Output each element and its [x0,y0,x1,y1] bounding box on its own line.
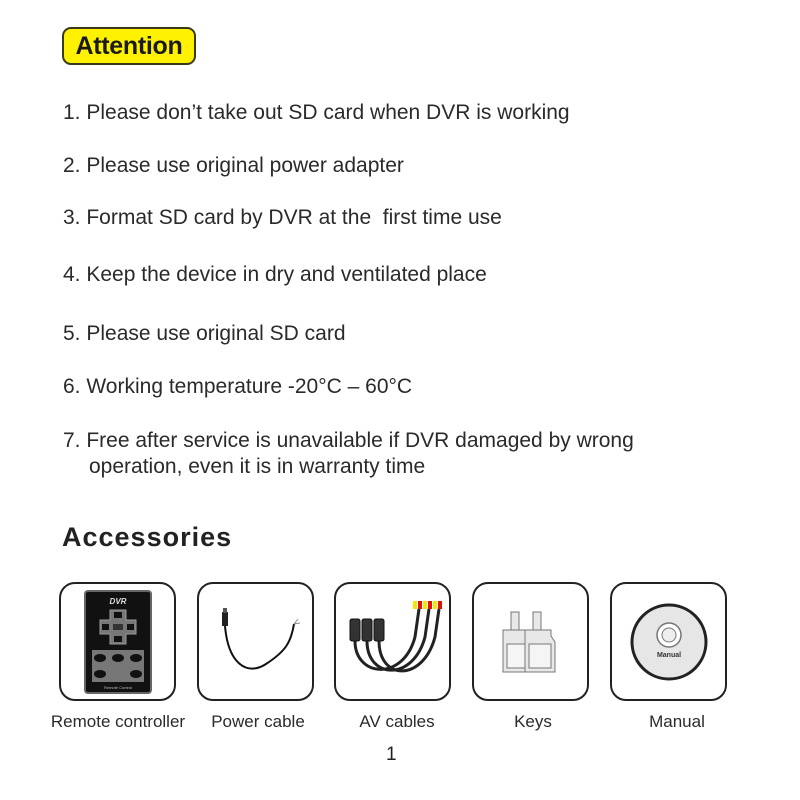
remote-controller-icon [84,590,152,694]
accessory-label-power-cable: Power cable [211,712,305,731]
note-number: 6. [63,375,81,398]
note-number: 3. [63,206,81,229]
svg-text:Remote Control: Remote Control [103,684,132,690]
note-3 [63,205,502,231]
note-text: Please use original power adapter [86,154,404,177]
note-5 [63,321,346,347]
note-text: Format SD card by DVR at the first time use [86,206,502,229]
accessory-manual [610,582,727,701]
accessory-remote-controller [59,582,176,701]
accessory-label-manual: Manual [649,712,705,731]
note-text: Please don’t take out SD card when DVR is working [86,101,570,124]
accessory-label-keys: Keys [514,712,552,731]
svg-text:Manual: Manual [656,651,681,659]
power-cable-icon [206,602,306,682]
note-4 [63,262,487,288]
keys-icon [501,610,561,674]
note-2 [63,153,404,179]
note-number: 4. [63,263,81,286]
note-6 [63,374,412,400]
manual-disc-icon [629,602,709,682]
accessory-keys [472,582,589,701]
note-text: Please use original SD card [86,322,346,345]
accessory-label-remote-controller: Remote controller [50,712,186,731]
note-text: Free after service is unavailable if DVR damaged by wrong [86,429,634,452]
note-number: 1. [63,101,81,124]
accessory-av-cables [334,582,451,701]
note-number: 7. [63,429,81,452]
accessory-power-cable [197,582,314,701]
note-text: Working temperature -20°C – 60°C [86,375,413,398]
page-number: 1 [386,744,397,765]
note-number: 5. [63,322,81,345]
note-number: 2. [63,154,81,177]
attention-badge: Attention [62,27,196,65]
note-7 [63,428,634,480]
accessory-label-av-cables: AV cables [359,712,435,731]
svg-text:DVR: DVR [109,596,126,606]
av-cables-icon [343,597,443,687]
note-1 [63,100,570,126]
note-text: Keep the device in dry and ventilated place [86,263,487,286]
note-text-continuation: operation, even it is in warranty time [89,455,426,478]
accessories-heading: Accessories [62,522,233,552]
